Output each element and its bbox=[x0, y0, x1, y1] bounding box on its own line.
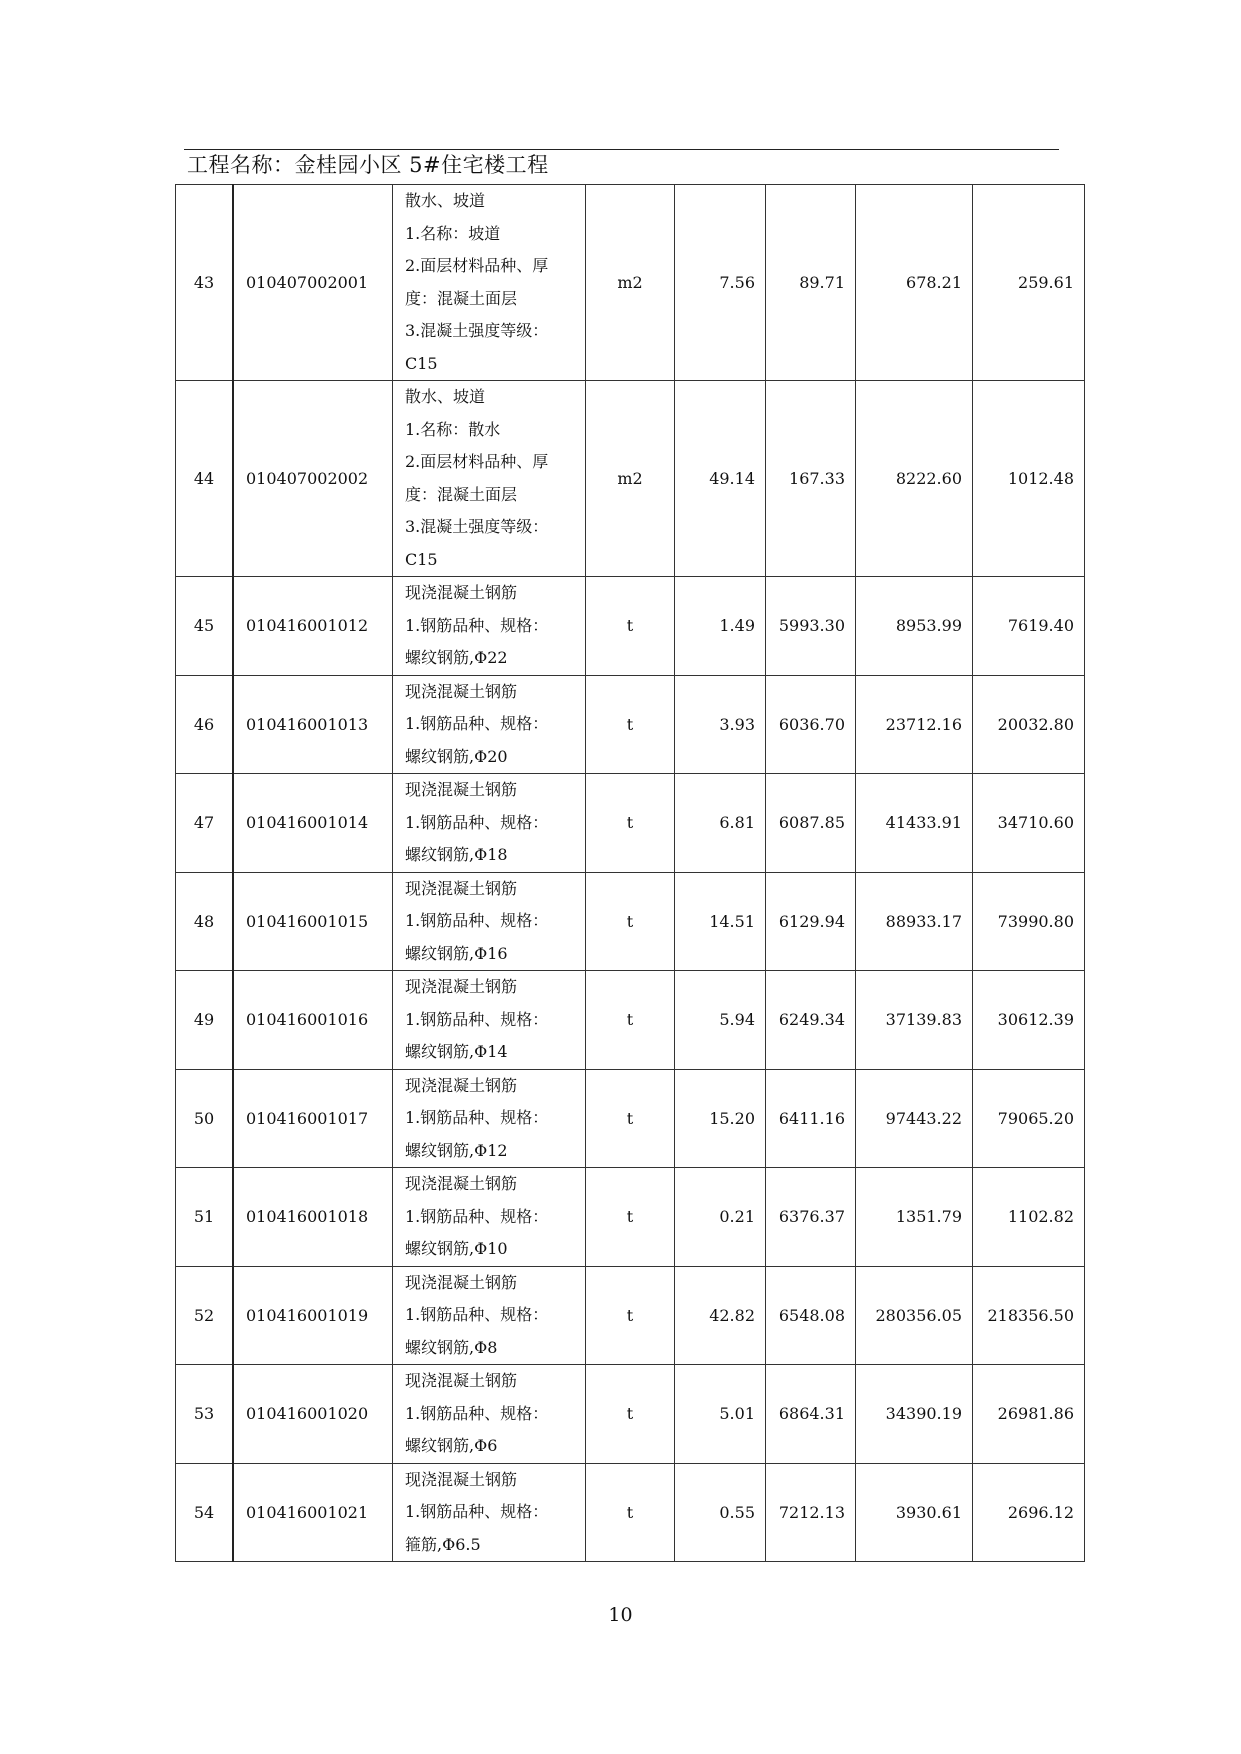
description-line: 螺纹钢筋,Φ18 bbox=[405, 845, 508, 864]
unit-cell: t bbox=[586, 577, 675, 676]
table-row bbox=[176, 1463, 1085, 1562]
description-line: 螺纹钢筋,Φ6 bbox=[405, 1436, 498, 1455]
description-line: 螺纹钢筋,Φ16 bbox=[405, 943, 508, 963]
description-line: 现浇混凝土钢筋 bbox=[405, 583, 518, 602]
description-line: 1.名称：坡道 bbox=[405, 223, 501, 243]
amount-cell: 34390.19 bbox=[856, 1365, 973, 1464]
description-line: 1.钢筋品种、规格： bbox=[405, 1502, 549, 1521]
item-number-cell: 48 bbox=[176, 872, 234, 971]
unit-price-cell: 6129.94 bbox=[766, 872, 856, 971]
labor-cost-cell: 1102.82 bbox=[973, 1168, 1085, 1267]
unit-cell: t bbox=[586, 1266, 675, 1365]
unit-cell: m2 bbox=[586, 381, 675, 577]
table-body bbox=[176, 185, 1085, 1562]
table-row bbox=[176, 1266, 1085, 1365]
amount-cell: 41433.91 bbox=[856, 774, 973, 873]
quantity-cell: 15.20 bbox=[675, 1069, 766, 1168]
item-description-cell bbox=[393, 872, 586, 971]
unit-cell: t bbox=[586, 774, 675, 873]
item-description-cell bbox=[393, 1168, 586, 1267]
table-row bbox=[176, 577, 1085, 676]
item-code-cell: 010416001019 bbox=[233, 1266, 393, 1365]
unit-price-cell: 6249.34 bbox=[766, 971, 856, 1070]
item-code-cell: 010407002002 bbox=[233, 381, 393, 577]
table-row bbox=[176, 1069, 1085, 1168]
description-line: 箍筋,Φ6.5 bbox=[405, 1534, 481, 1554]
item-number-cell: 44 bbox=[176, 381, 234, 577]
description-line: 1.钢筋品种、规格： bbox=[405, 1305, 549, 1324]
unit-cell: t bbox=[586, 971, 675, 1070]
labor-cost-cell: 79065.20 bbox=[973, 1069, 1085, 1168]
table-row bbox=[176, 381, 1085, 577]
item-number-cell: 51 bbox=[176, 1168, 234, 1267]
unit-cell: t bbox=[586, 1365, 675, 1464]
description-line: 现浇混凝土钢筋 bbox=[405, 1371, 518, 1390]
item-number-cell: 45 bbox=[176, 577, 234, 676]
labor-cost-cell: 218356.50 bbox=[973, 1266, 1085, 1365]
description-line: 1.钢筋品种、规格： bbox=[405, 1009, 549, 1029]
description-line: 1.钢筋品种、规格： bbox=[405, 1108, 549, 1127]
item-description-cell bbox=[393, 577, 586, 676]
labor-cost-cell: 20032.80 bbox=[973, 675, 1085, 774]
item-number-cell: 52 bbox=[176, 1266, 234, 1365]
item-description-cell bbox=[393, 971, 586, 1070]
description-line: 1.钢筋品种、规格： bbox=[405, 911, 549, 930]
description-line: 度：混凝土面层 bbox=[405, 288, 518, 308]
quantity-cell: 5.94 bbox=[675, 971, 766, 1070]
project-title: 工程名称：金桂园小区 5#住宅楼工程 bbox=[187, 153, 549, 177]
description-line: C15 bbox=[405, 549, 438, 569]
unit-price-cell: 6548.08 bbox=[766, 1266, 856, 1365]
quantity-cell: 42.82 bbox=[675, 1266, 766, 1365]
table-row bbox=[176, 872, 1085, 971]
item-code-cell: 010416001020 bbox=[233, 1365, 393, 1464]
bill-of-quantities-table bbox=[175, 184, 1085, 1562]
description-line: 度：混凝土面层 bbox=[405, 484, 518, 504]
item-code-cell: 010416001021 bbox=[233, 1463, 393, 1562]
item-code-cell: 010416001012 bbox=[233, 577, 393, 676]
item-number-cell: 49 bbox=[176, 971, 234, 1070]
labor-cost-cell: 2696.12 bbox=[973, 1463, 1085, 1562]
description-line: 螺纹钢筋,Φ14 bbox=[405, 1042, 508, 1061]
amount-cell: 280356.05 bbox=[856, 1266, 973, 1365]
description-line: 1.钢筋品种、规格： bbox=[405, 615, 549, 635]
item-description-cell bbox=[393, 675, 586, 774]
item-code-cell: 010407002001 bbox=[233, 185, 393, 381]
item-number-cell: 50 bbox=[176, 1069, 234, 1168]
unit-price-cell: 167.33 bbox=[766, 381, 856, 577]
labor-cost-cell: 7619.40 bbox=[973, 577, 1085, 676]
description-line: 螺纹钢筋,Φ12 bbox=[405, 1140, 508, 1160]
description-line: 现浇混凝土钢筋 bbox=[405, 878, 518, 898]
unit-price-cell: 5993.30 bbox=[766, 577, 856, 676]
description-line: 1.钢筋品种、规格： bbox=[405, 714, 549, 733]
unit-cell: t bbox=[586, 872, 675, 971]
unit-cell: t bbox=[586, 1463, 675, 1562]
item-description-cell bbox=[393, 1365, 586, 1464]
table-row bbox=[176, 185, 1085, 381]
description-line: 1.钢筋品种、规格： bbox=[405, 812, 549, 832]
description-line: 2.面层材料品种、厚 bbox=[405, 256, 549, 275]
amount-cell: 678.21 bbox=[856, 185, 973, 381]
amount-cell: 88933.17 bbox=[856, 872, 973, 971]
unit-price-cell: 6376.37 bbox=[766, 1168, 856, 1267]
item-code-cell: 010416001018 bbox=[233, 1168, 393, 1267]
description-line: C15 bbox=[405, 353, 438, 373]
table-row bbox=[176, 971, 1085, 1070]
item-number-cell: 43 bbox=[176, 185, 234, 381]
description-line: 现浇混凝土钢筋 bbox=[405, 977, 518, 996]
quantity-cell: 5.01 bbox=[675, 1365, 766, 1464]
item-code-cell: 010416001016 bbox=[233, 971, 393, 1070]
description-line: 螺纹钢筋,Φ8 bbox=[405, 1337, 498, 1357]
quantity-cell: 14.51 bbox=[675, 872, 766, 971]
item-number-cell: 46 bbox=[176, 675, 234, 774]
table-row bbox=[176, 675, 1085, 774]
description-line: 1.钢筋品种、规格： bbox=[405, 1206, 549, 1226]
description-line: 现浇混凝土钢筋 bbox=[405, 780, 518, 799]
item-description-cell bbox=[393, 1266, 586, 1365]
item-code-cell: 010416001014 bbox=[233, 774, 393, 873]
amount-cell: 8222.60 bbox=[856, 381, 973, 577]
unit-price-cell: 6036.70 bbox=[766, 675, 856, 774]
labor-cost-cell: 73990.80 bbox=[973, 872, 1085, 971]
labor-cost-cell: 259.61 bbox=[973, 185, 1085, 381]
item-code-cell: 010416001015 bbox=[233, 872, 393, 971]
description-line: 现浇混凝土钢筋 bbox=[405, 1075, 518, 1095]
quantity-cell: 6.81 bbox=[675, 774, 766, 873]
unit-cell: t bbox=[586, 675, 675, 774]
quantity-cell: 0.21 bbox=[675, 1168, 766, 1267]
amount-cell: 23712.16 bbox=[856, 675, 973, 774]
table-row bbox=[176, 1168, 1085, 1267]
unit-price-cell: 6087.85 bbox=[766, 774, 856, 873]
description-line: 螺纹钢筋,Φ20 bbox=[405, 746, 508, 766]
table-row bbox=[176, 774, 1085, 873]
page-number: 10 bbox=[608, 1604, 633, 1626]
quantity-cell: 3.93 bbox=[675, 675, 766, 774]
amount-cell: 8953.99 bbox=[856, 577, 973, 676]
labor-cost-cell: 1012.48 bbox=[973, 381, 1085, 577]
amount-cell: 37139.83 bbox=[856, 971, 973, 1070]
amount-cell: 3930.61 bbox=[856, 1463, 973, 1562]
quantity-cell: 7.56 bbox=[675, 185, 766, 381]
labor-cost-cell: 30612.39 bbox=[973, 971, 1085, 1070]
description-line: 现浇混凝土钢筋 bbox=[405, 1469, 518, 1489]
description-line: 现浇混凝土钢筋 bbox=[405, 1174, 518, 1193]
description-line: 2.面层材料品种、厚 bbox=[405, 452, 549, 471]
item-description-cell bbox=[393, 774, 586, 873]
quantity-cell: 1.49 bbox=[675, 577, 766, 676]
item-description-cell bbox=[393, 1463, 586, 1562]
labor-cost-cell: 26981.86 bbox=[973, 1365, 1085, 1464]
description-line: 1.钢筋品种、规格： bbox=[405, 1403, 549, 1423]
description-line: 现浇混凝土钢筋 bbox=[405, 681, 518, 701]
item-code-cell: 010416001017 bbox=[233, 1069, 393, 1168]
item-description-cell bbox=[393, 185, 586, 381]
labor-cost-cell: 34710.60 bbox=[973, 774, 1085, 873]
unit-price-cell: 89.71 bbox=[766, 185, 856, 381]
description-line: 现浇混凝土钢筋 bbox=[405, 1272, 518, 1292]
item-number-cell: 54 bbox=[176, 1463, 234, 1562]
description-line: 散水、坡道 bbox=[405, 387, 486, 406]
item-description-cell bbox=[393, 1069, 586, 1168]
description-line: 螺纹钢筋,Φ10 bbox=[405, 1239, 508, 1258]
unit-price-cell: 6864.31 bbox=[766, 1365, 856, 1464]
amount-cell: 1351.79 bbox=[856, 1168, 973, 1267]
unit-price-cell: 6411.16 bbox=[766, 1069, 856, 1168]
description-line: 3.混凝土强度等级： bbox=[405, 321, 549, 340]
description-line: 散水、坡道 bbox=[405, 191, 486, 210]
item-code-cell: 010416001013 bbox=[233, 675, 393, 774]
quantity-cell: 49.14 bbox=[675, 381, 766, 577]
description-line: 3.混凝土强度等级： bbox=[405, 517, 549, 536]
unit-cell: t bbox=[586, 1069, 675, 1168]
unit-cell: m2 bbox=[586, 185, 675, 381]
item-number-cell: 53 bbox=[176, 1365, 234, 1464]
description-line: 1.名称：散水 bbox=[405, 419, 501, 439]
item-description-cell bbox=[393, 381, 586, 577]
amount-cell: 97443.22 bbox=[856, 1069, 973, 1168]
quantity-cell: 0.55 bbox=[675, 1463, 766, 1562]
description-line: 螺纹钢筋,Φ22 bbox=[405, 648, 508, 667]
table-row bbox=[176, 1365, 1085, 1464]
item-number-cell: 47 bbox=[176, 774, 234, 873]
unit-cell: t bbox=[586, 1168, 675, 1267]
unit-price-cell: 7212.13 bbox=[766, 1463, 856, 1562]
